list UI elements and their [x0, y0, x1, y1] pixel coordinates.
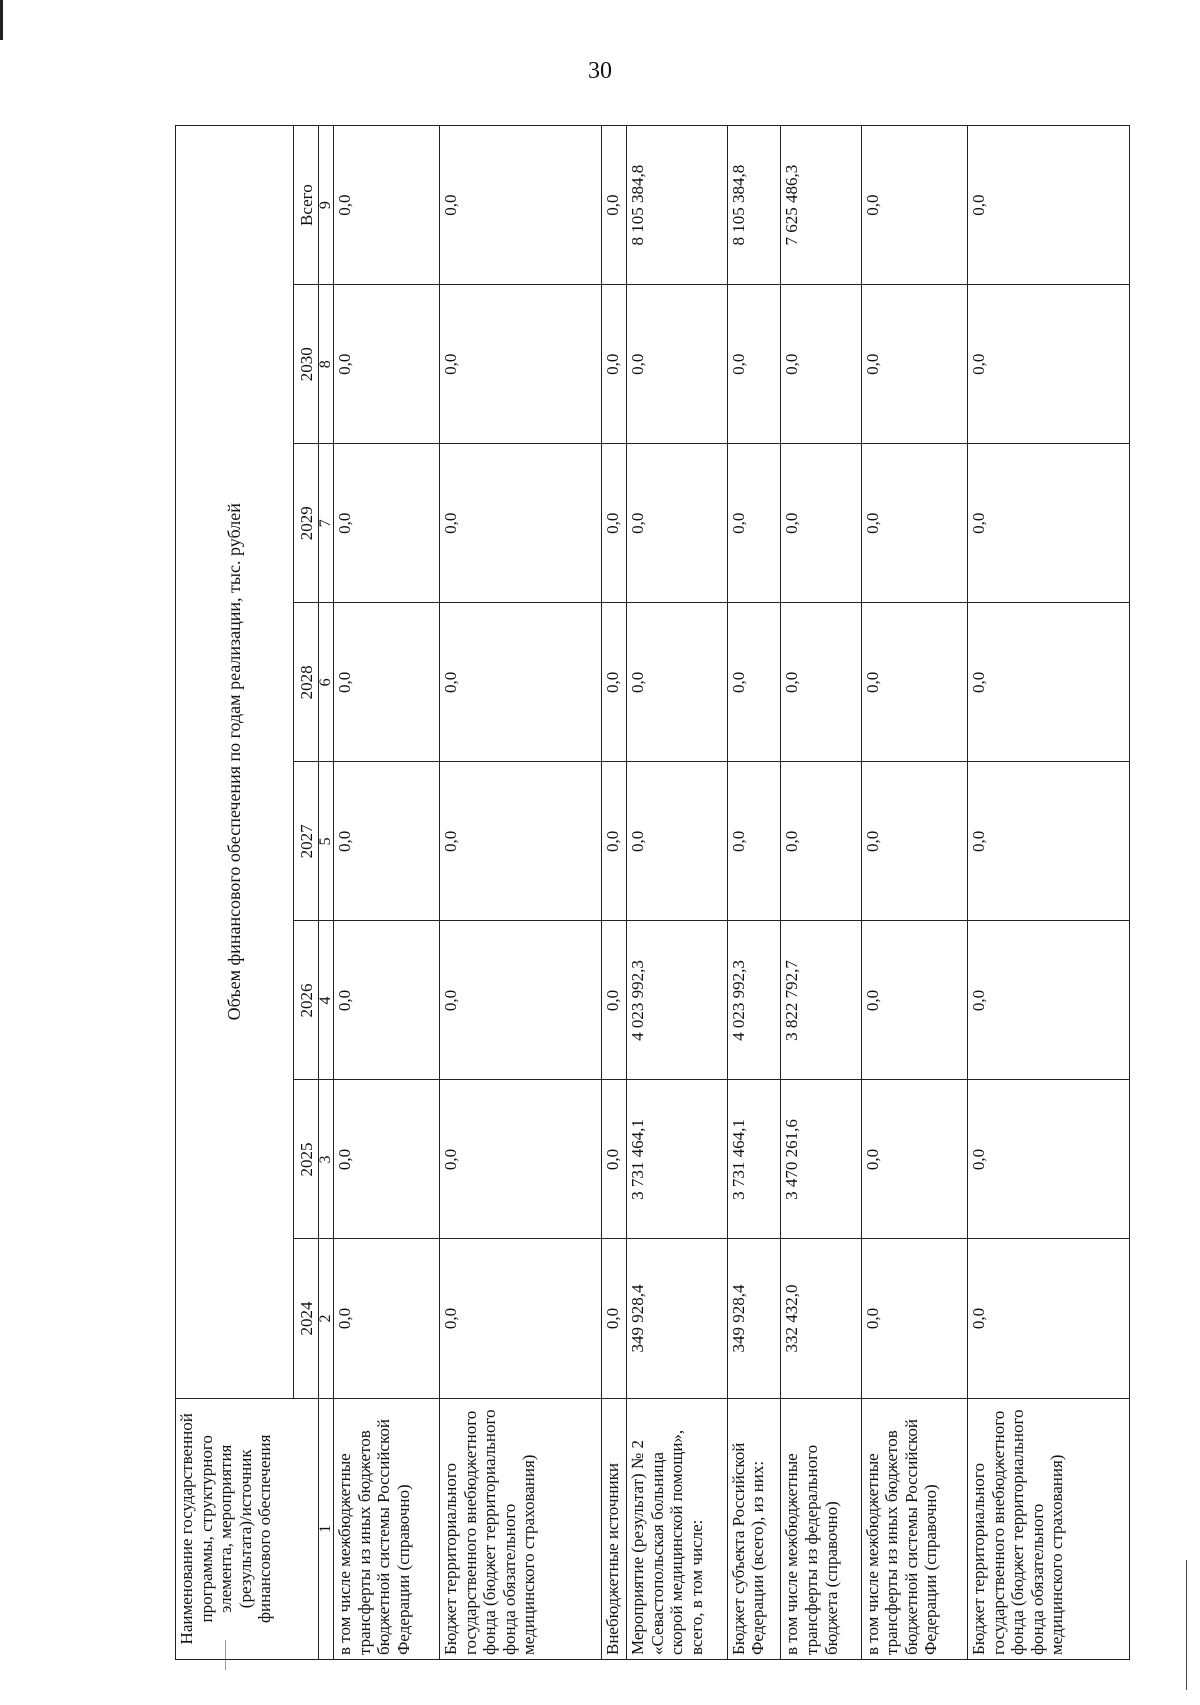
row-value: 0,0 — [861, 762, 967, 921]
row-value: 0,0 — [602, 126, 627, 285]
row-value: 0,0 — [440, 921, 602, 1080]
row-value: 0,0 — [334, 1080, 440, 1239]
row-value: 0,0 — [440, 126, 602, 285]
row-value: 0,0 — [602, 921, 627, 1080]
row-value: 0,0 — [727, 762, 781, 921]
row-value: 0,0 — [334, 762, 440, 921]
row-value: 0,0 — [440, 762, 602, 921]
row-value: 0,0 — [602, 603, 627, 762]
row-value: 0,0 — [781, 762, 861, 921]
row-value: 0,0 — [861, 285, 967, 444]
row-value: 349 928,4 — [727, 1239, 781, 1398]
row-value: 0,0 — [627, 603, 728, 762]
row-value: 0,0 — [334, 444, 440, 603]
header-year: 2030 — [294, 285, 319, 444]
row-value: 0,0 — [727, 285, 781, 444]
row-value: 0,0 — [861, 444, 967, 603]
row-value: 0,0 — [861, 603, 967, 762]
column-number: 9 — [319, 126, 334, 285]
row-value: 4 023 992,3 — [627, 921, 728, 1080]
row-value: 0,0 — [967, 762, 1129, 921]
row-value: 0,0 — [602, 1080, 627, 1239]
row-name: Бюджет территориального государственного внебюджетного фонда (бюджет территориального фонда обязательного медицинского страхования) — [440, 1398, 602, 1659]
row-name: в том числе межбюджетные трансферты из иных бюджетов бюджетной системы Российской Федерации (справочно) — [334, 1398, 440, 1659]
row-value: 0,0 — [861, 1080, 967, 1239]
header-year: 2028 — [294, 603, 319, 762]
header-name: Наименование государственной программы, структурного элемента, мероприятия (результата)/источник финансового обеспечения — [176, 1398, 319, 1659]
page-number: 30 — [588, 58, 612, 84]
table-row — [781, 126, 861, 1660]
row-value: 0,0 — [334, 285, 440, 444]
row-name: в том числе межбюджетные трансферты из федерального бюджета (справочно) — [781, 1398, 861, 1659]
row-value: 8 105 384,8 — [727, 126, 781, 285]
financing-table — [175, 125, 1130, 1660]
row-value: 0,0 — [781, 603, 861, 762]
table-row — [727, 126, 781, 1660]
row-value: 0,0 — [727, 603, 781, 762]
row-name: Мероприятие (результат) № 2 «Севастопольская больница скорой медицинской помощи», всего, в том числе: — [627, 1398, 728, 1659]
row-name: Бюджет территориального государственного внебюджетного фонда (бюджет территориального фонда обязательного медицинского страхования) — [967, 1398, 1129, 1659]
column-number: 2 — [319, 1239, 334, 1398]
row-value: 0,0 — [627, 285, 728, 444]
header-row-group — [176, 126, 294, 1660]
rotated-table-container — [175, 125, 1130, 1660]
row-value: 0,0 — [967, 444, 1129, 603]
row-name: Бюджет субъекта Российской Федерации (всего), из них: — [727, 1398, 781, 1659]
column-number: 6 — [319, 603, 334, 762]
row-value: 0,0 — [602, 285, 627, 444]
row-value: 3 731 464,1 — [727, 1080, 781, 1239]
row-value: 0,0 — [861, 126, 967, 285]
header-year: 2029 — [294, 444, 319, 603]
column-number: 3 — [319, 1080, 334, 1239]
row-value: 0,0 — [334, 603, 440, 762]
row-value: 0,0 — [967, 921, 1129, 1080]
header-group: Объем финансового обеспечения по годам реализации, тыс. рублей — [176, 126, 294, 1399]
header-year: 2024 — [294, 1239, 319, 1398]
row-value: 3 731 464,1 — [627, 1080, 728, 1239]
header-year: 2026 — [294, 921, 319, 1080]
row-value: 0,0 — [727, 444, 781, 603]
table-row — [334, 126, 440, 1660]
row-value: 0,0 — [440, 603, 602, 762]
row-value: 0,0 — [334, 126, 440, 285]
row-value: 4 023 992,3 — [727, 921, 781, 1080]
table-row — [967, 126, 1129, 1660]
header-year: 2025 — [294, 1080, 319, 1239]
row-value: 8 105 384,8 — [627, 126, 728, 285]
column-number: 1 — [319, 1398, 334, 1659]
row-value: 0,0 — [602, 444, 627, 603]
scan-edge-left — [0, 0, 3, 40]
row-value: 3 470 261,6 — [781, 1080, 861, 1239]
table-row — [440, 126, 602, 1660]
row-value: 0,0 — [627, 444, 728, 603]
column-number: 5 — [319, 762, 334, 921]
row-value: 0,0 — [781, 285, 861, 444]
row-value: 0,0 — [440, 1239, 602, 1398]
row-value: 0,0 — [334, 1239, 440, 1398]
header-row-numbers — [319, 126, 334, 1660]
row-value: 349 928,4 — [627, 1239, 728, 1398]
header-year: Всего — [294, 126, 319, 285]
row-value: 0,0 — [440, 1080, 602, 1239]
column-number: 7 — [319, 444, 334, 603]
table-row — [861, 126, 967, 1660]
table-row — [627, 126, 728, 1660]
row-value: 0,0 — [967, 126, 1129, 285]
row-value: 0,0 — [440, 444, 602, 603]
row-name: Внебюджетные источники — [602, 1398, 627, 1659]
row-value: 0,0 — [627, 762, 728, 921]
scan-edge-right — [1186, 1560, 1187, 1690]
row-value: 0,0 — [861, 921, 967, 1080]
row-value: 0,0 — [967, 1239, 1129, 1398]
row-value: 0,0 — [440, 285, 602, 444]
row-name: в том числе межбюджетные трансферты из иных бюджетов бюджетной системы Российской Федерации (справочно) — [861, 1398, 967, 1659]
header-year: 2027 — [294, 762, 319, 921]
row-value: 0,0 — [334, 921, 440, 1080]
row-value: 3 822 792,7 — [781, 921, 861, 1080]
row-value: 0,0 — [602, 1239, 627, 1398]
row-value: 0,0 — [602, 762, 627, 921]
row-value: 0,0 — [967, 1080, 1129, 1239]
row-value: 0,0 — [861, 1239, 967, 1398]
row-value: 0,0 — [781, 444, 861, 603]
row-value: 332 432,0 — [781, 1239, 861, 1398]
table-row — [602, 126, 627, 1660]
row-value: 0,0 — [967, 285, 1129, 444]
column-number: 4 — [319, 921, 334, 1080]
row-value: 0,0 — [967, 603, 1129, 762]
row-value: 7 625 486,3 — [781, 126, 861, 285]
column-number: 8 — [319, 285, 334, 444]
